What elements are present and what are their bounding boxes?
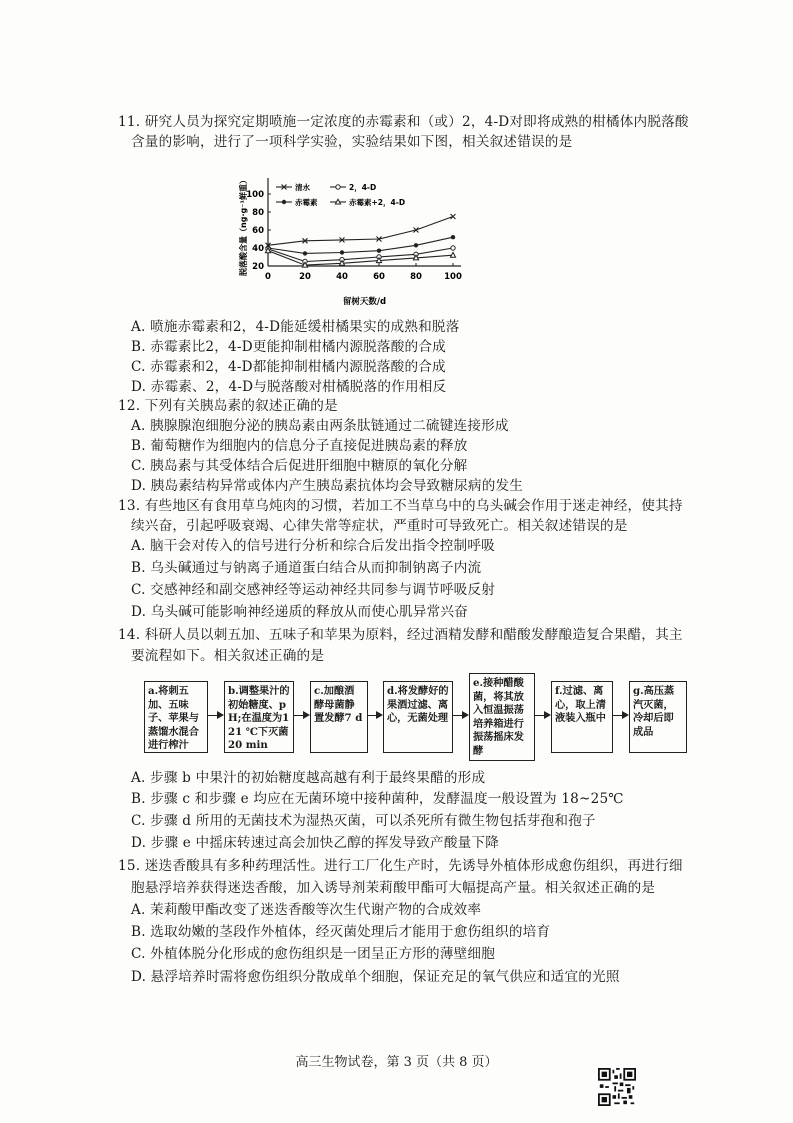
legend-label: 赤霉素+2，4-D bbox=[349, 198, 406, 207]
point-marker-x bbox=[451, 214, 456, 219]
q12-option-a: A. 胰腺腺泡细胞分泌的胰岛素由两条肽链通过二硫键连接形成 bbox=[131, 418, 509, 434]
point-marker-circle bbox=[336, 185, 340, 189]
legend-label: 赤霉素 bbox=[295, 198, 318, 207]
x-tick-label: 60 bbox=[373, 272, 385, 282]
q15-stem-line1: 15. 迷迭香酸具有多种药理活性。进行工厂化生产时，先诱导外植体形成愈伤组织，再进行细 bbox=[118, 858, 683, 874]
q14-stem-line1: 14. 科研人员以刺五加、五味子和苹果为原料，经过酒精发酵和醋酸发酵酿造复合果醋，其主 bbox=[118, 627, 683, 643]
flow-step-d: d.将发酵好的果酒过滤、离心，无菌处理 bbox=[383, 681, 453, 753]
flow-arrow bbox=[208, 715, 222, 716]
flow-arrow bbox=[453, 715, 467, 716]
q11-line-chart bbox=[238, 168, 498, 318]
q14-process-flow bbox=[138, 673, 708, 761]
q15-option-c: C. 外植体脱分化形成的愈伤组织是一团呈正方形的薄壁细胞 bbox=[131, 946, 496, 962]
point-marker-dot bbox=[303, 251, 307, 255]
q15-option-d: D. 悬浮培养时需将愈伤组织分散成单个细胞，保证充足的氧气供应和适宜的光照 bbox=[131, 969, 620, 985]
flow-step-c: c.加酿酒酵母菌静置发酵7 d bbox=[310, 681, 368, 753]
series-line bbox=[268, 217, 453, 246]
legend-label: 2，4-D bbox=[349, 183, 377, 192]
q13-stem-line1: 13. 有些地区有食用草乌炖肉的习惯，若加工不当草乌中的乌头碱会作用于迷走神经，使其持 bbox=[118, 498, 683, 514]
q11-option-a: A. 喷施赤霉素和2，4-D能延缓柑橘果实的成熟和脱落 bbox=[131, 319, 460, 335]
x-axis-label: 留树天数/d bbox=[342, 297, 387, 307]
page-footer: 高三生物试卷，第 3 页（共 8 页） bbox=[295, 1055, 498, 1070]
q15-stem-line2: 胞悬浮培养获得迷迭香酸，加入诱导剂茉莉酸甲酯可大幅提高产量。相关叙述正确的是 bbox=[131, 880, 656, 896]
q11-stem-line1: 11. 研究人员为探究定期喷施一定浓度的赤霉素和（或）2，4-D对即将成熟的柑橘体内脱落酸 bbox=[118, 114, 689, 130]
q14-option-a: A. 步骤 b 中果汁的初始糖度越高越有利于最终果醋的形成 bbox=[131, 770, 486, 786]
x-tick-label: 80 bbox=[410, 272, 422, 282]
point-marker-triangle bbox=[335, 199, 340, 204]
q13-option-c: C. 交感神经和副交感神经等运动神经共同参与调节呼吸反射 bbox=[131, 582, 496, 598]
q11-option-b: B. 赤霉素比2，4-D更能抑制柑橘内源脱落酸的合成 bbox=[131, 339, 446, 355]
point-marker-dot bbox=[451, 235, 455, 239]
flow-step-e: e.接种醋酸菌，将其放入恒温振荡培养箱进行振荡摇床发酵 bbox=[469, 673, 535, 761]
x-tick-label: 0 bbox=[265, 272, 271, 282]
q13-option-d: D. 乌头碱可能影响神经递质的释放从而使心肌异常兴奋 bbox=[131, 604, 468, 620]
y-tick-label: 20 bbox=[252, 262, 264, 272]
series-line bbox=[268, 248, 453, 262]
qr-code-icon bbox=[598, 1068, 636, 1106]
q12-stem: 12. 下列有关胰岛素的叙述正确的是 bbox=[118, 398, 338, 414]
q13-option-a: A. 脑干会对传入的信号进行分析和综合后发出指令控制呼吸 bbox=[131, 538, 495, 554]
q15-option-a: A. 茉莉酸甲酯改变了迷迭香酸等次生代谢产物的合成效率 bbox=[131, 902, 482, 918]
y-tick-label: 60 bbox=[252, 226, 264, 236]
point-marker-dot bbox=[377, 249, 381, 253]
q12-option-c: C. 胰岛素与其受体结合后促进肝细胞中糖原的氧化分解 bbox=[131, 458, 468, 474]
q14-stem-line2: 要流程如下。相关叙述正确的是 bbox=[131, 648, 325, 664]
q14-option-b: B. 步骤 c 和步骤 e 均应在无菌环境中接种菌种，发酵温度一般设置为 18~25℃ bbox=[131, 791, 624, 807]
q13-stem-line2: 续兴奋，引起呼吸衰竭、心律失常等症状，严重时可导致死亡。相关叙述错误的是 bbox=[131, 518, 628, 534]
flow-step-a: a.将刺五加、五味子、苹果与蒸馏水混合进行榨汁 bbox=[144, 681, 208, 753]
point-marker-dot bbox=[340, 250, 344, 254]
chart-axes bbox=[238, 176, 462, 307]
q15-option-b: B. 选取幼嫩的茎段作外植体，经灭菌处理后才能用于愈伤组织的培育 bbox=[131, 924, 551, 940]
q11-option-c: C. 赤霉素和2，4-D都能抑制柑橘内源脱落酸的合成 bbox=[131, 359, 446, 375]
y-tick-label: 80 bbox=[252, 208, 264, 218]
y-tick-label: 100 bbox=[246, 190, 264, 200]
q13-option-b: B. 乌头碱通过与钠离子通道蛋白结合从而抑制钠离子内流 bbox=[131, 560, 482, 576]
flow-arrow bbox=[613, 715, 627, 716]
flow-arrow bbox=[368, 715, 381, 716]
legend-label: 清水 bbox=[295, 183, 310, 192]
flow-step-g: g.高压蒸汽灭菌，冷却后即成品 bbox=[629, 681, 687, 753]
x-tick-label: 20 bbox=[299, 272, 311, 282]
chart-legend bbox=[276, 182, 405, 208]
y-axis-label: 脱落酸含量（ng·g⁻¹鲜重） bbox=[239, 176, 248, 276]
q14-option-d: D. 步骤 e 中摇床转速过高会加快乙醇的挥发导致产酸量下降 bbox=[131, 835, 499, 851]
flow-step-b: b.调整果汁的初始糖度、pH;在温度为121 ℃下灭菌20 min bbox=[224, 681, 294, 753]
chart-series bbox=[265, 214, 455, 267]
x-tick-label: 40 bbox=[336, 272, 348, 282]
point-marker-triangle bbox=[450, 252, 455, 257]
flow-arrow bbox=[535, 715, 549, 716]
q11-stem-line2: 含量的影响，进行了一项科学实验，实验结果如下图，相关叙述错误的是 bbox=[131, 134, 573, 150]
y-tick-label: 40 bbox=[252, 244, 264, 254]
x-tick-label: 100 bbox=[444, 272, 462, 282]
flow-step-f: f.过滤、离心，取上清液装入瓶中 bbox=[551, 681, 613, 753]
q12-option-d: D. 胰岛素结构异常或体内产生胰岛素抗体均会导致糖尿病的发生 bbox=[131, 478, 524, 494]
point-marker-circle bbox=[451, 246, 455, 250]
point-marker-dot bbox=[414, 243, 418, 247]
flow-arrow bbox=[294, 715, 308, 716]
q12-option-b: B. 葡萄糖作为细胞内的信息分子直接促进胰岛素的释放 bbox=[131, 438, 468, 454]
point-marker-dot bbox=[282, 200, 286, 204]
q14-option-c: C. 步骤 d 所用的无菌技术为湿热灭菌，可以杀死所有微生物包括芽孢和孢子 bbox=[131, 813, 596, 829]
q11-option-d: D. 赤霉素、2，4-D与脱落酸对柑橘脱落的作用相反 bbox=[131, 379, 447, 395]
